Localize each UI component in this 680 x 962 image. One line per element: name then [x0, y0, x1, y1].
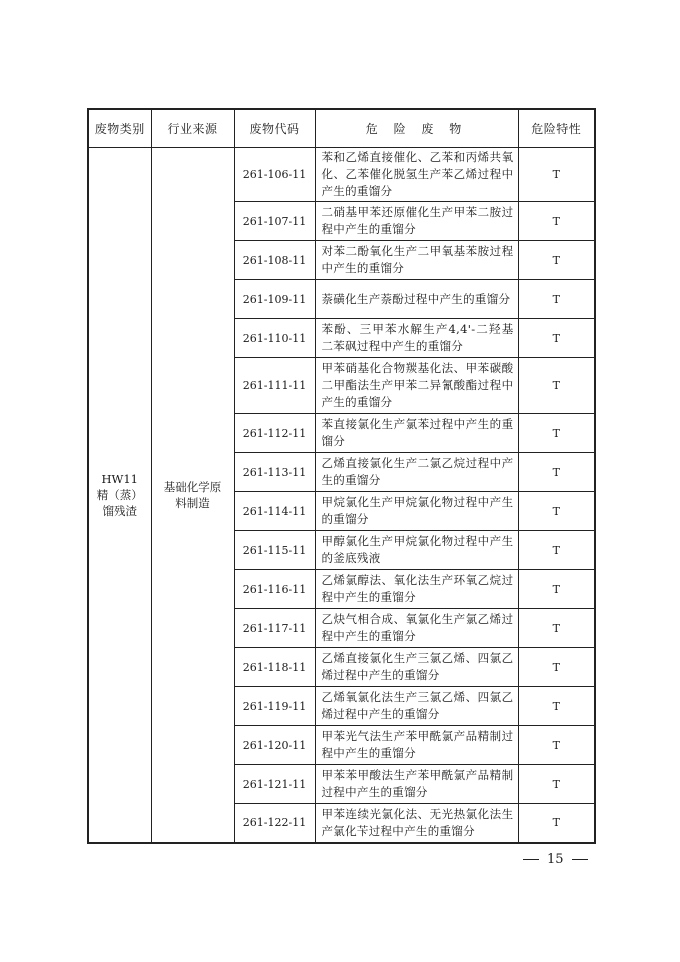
- source-cell: [151, 148, 234, 843]
- hazard-trait-cell: T: [518, 202, 595, 241]
- header-category: 废物类别: [88, 109, 151, 148]
- waste-description-cell: 对苯二酚氧化生产二甲氧基苯胺过程中产生的重馏分: [315, 241, 518, 280]
- hazard-trait-cell: T: [518, 804, 595, 843]
- waste-code-cell: 261-106-11: [234, 148, 315, 202]
- table-header-row: [88, 109, 595, 148]
- waste-code-cell: 261-120-11: [234, 726, 315, 765]
- page-number-footer: [523, 852, 603, 867]
- dash-left: [523, 859, 539, 860]
- header-waste: 危 险 废 物: [315, 109, 518, 148]
- header-trait: 危险特性: [518, 109, 595, 148]
- hazardous-waste-table-container: [87, 108, 594, 844]
- hazard-trait-cell: T: [518, 414, 595, 453]
- table-row: [88, 148, 595, 202]
- hazard-trait-cell: T: [518, 148, 595, 202]
- waste-code-cell: 261-121-11: [234, 765, 315, 804]
- header-source: 行业来源: [151, 109, 234, 148]
- waste-code-cell: 261-122-11: [234, 804, 315, 843]
- category-cell: [88, 148, 151, 843]
- hazard-trait-cell: T: [518, 531, 595, 570]
- dash-right: [572, 859, 588, 860]
- waste-description-cell: 甲苯连续光氯化法、无光热氯化法生产氯化苄过程中产生的重馏分: [315, 804, 518, 843]
- waste-description-cell: 苯直接氯化生产氯苯过程中产生的重馏分: [315, 414, 518, 453]
- category-line3: 馏残渣: [102, 503, 137, 518]
- waste-description-cell: 甲烷氯化生产甲烷氯化物过程中产生的重馏分: [315, 492, 518, 531]
- category-line2: 精（蒸）: [96, 487, 143, 502]
- waste-description-cell: 二硝基甲苯还原催化生产甲苯二胺过程中产生的重馏分: [315, 202, 518, 241]
- hazard-trait-cell: T: [518, 492, 595, 531]
- waste-description-cell: 甲苯苯甲酸法生产苯甲酰氯产品精制过程中产生的重馏分: [315, 765, 518, 804]
- waste-code-cell: 261-109-11: [234, 280, 315, 319]
- waste-code-cell: 261-115-11: [234, 531, 315, 570]
- waste-code-cell: 261-119-11: [234, 687, 315, 726]
- header-code: 废物代码: [234, 109, 315, 148]
- waste-code-cell: 261-118-11: [234, 648, 315, 687]
- waste-code-cell: 261-113-11: [234, 453, 315, 492]
- table-body: [88, 148, 595, 843]
- waste-code-cell: 261-111-11: [234, 358, 315, 414]
- waste-description-cell: 苯和乙烯直接催化、乙苯和丙烯共氧化、乙苯催化脱氢生产苯乙烯过程中产生的重馏分: [315, 148, 518, 202]
- waste-description-cell: 甲苯光气法生产苯甲酰氯产品精制过程中产生的重馏分: [315, 726, 518, 765]
- hazard-trait-cell: T: [518, 453, 595, 492]
- waste-code-cell: 261-110-11: [234, 319, 315, 358]
- waste-code-cell: 261-107-11: [234, 202, 315, 241]
- page-number: 15: [547, 852, 564, 867]
- hazard-trait-cell: T: [518, 726, 595, 765]
- waste-description-cell: 乙烯直接氯化生产二氯乙烷过程中产生的重馏分: [315, 453, 518, 492]
- waste-description-cell: 乙炔气相合成、氧氯化生产氯乙烯过程中产生的重馏分: [315, 609, 518, 648]
- waste-code-cell: 261-108-11: [234, 241, 315, 280]
- source-line2: 料制造: [175, 495, 210, 510]
- waste-description-cell: 甲醇氯化生产甲烷氯化物过程中产生的釜底残液: [315, 531, 518, 570]
- hazard-trait-cell: T: [518, 319, 595, 358]
- hazard-trait-cell: T: [518, 765, 595, 804]
- waste-code-cell: 261-114-11: [234, 492, 315, 531]
- waste-description-cell: 甲苯硝基化合物羰基化法、甲苯碳酸二甲酯法生产甲苯二异氰酸酯过程中产生的重馏分: [315, 358, 518, 414]
- hazard-trait-cell: T: [518, 280, 595, 319]
- hazard-trait-cell: T: [518, 570, 595, 609]
- source-line1: 基础化学原: [163, 479, 222, 494]
- waste-description-cell: 乙烯氯醇法、氧化法生产环氧乙烷过程中产生的重馏分: [315, 570, 518, 609]
- waste-code-cell: 261-116-11: [234, 570, 315, 609]
- hazard-trait-cell: T: [518, 687, 595, 726]
- category-line1: HW11: [101, 471, 138, 486]
- waste-description-cell: 乙烯氧氯化法生产三氯乙烯、四氯乙烯过程中产生的重馏分: [315, 687, 518, 726]
- waste-code-cell: 261-117-11: [234, 609, 315, 648]
- waste-description-cell: 苯酚、三甲苯水解生产4,4'-二羟基二苯砜过程中产生的重馏分: [315, 319, 518, 358]
- hazard-trait-cell: T: [518, 241, 595, 280]
- waste-description-cell: 萘磺化生产萘酚过程中产生的重馏分: [315, 280, 518, 319]
- waste-description-cell: 乙烯直接氯化生产三氯乙烯、四氯乙烯过程中产生的重馏分: [315, 648, 518, 687]
- hazardous-waste-table: [87, 108, 596, 844]
- hazard-trait-cell: T: [518, 648, 595, 687]
- hazard-trait-cell: T: [518, 358, 595, 414]
- hazard-trait-cell: T: [518, 609, 595, 648]
- waste-code-cell: 261-112-11: [234, 414, 315, 453]
